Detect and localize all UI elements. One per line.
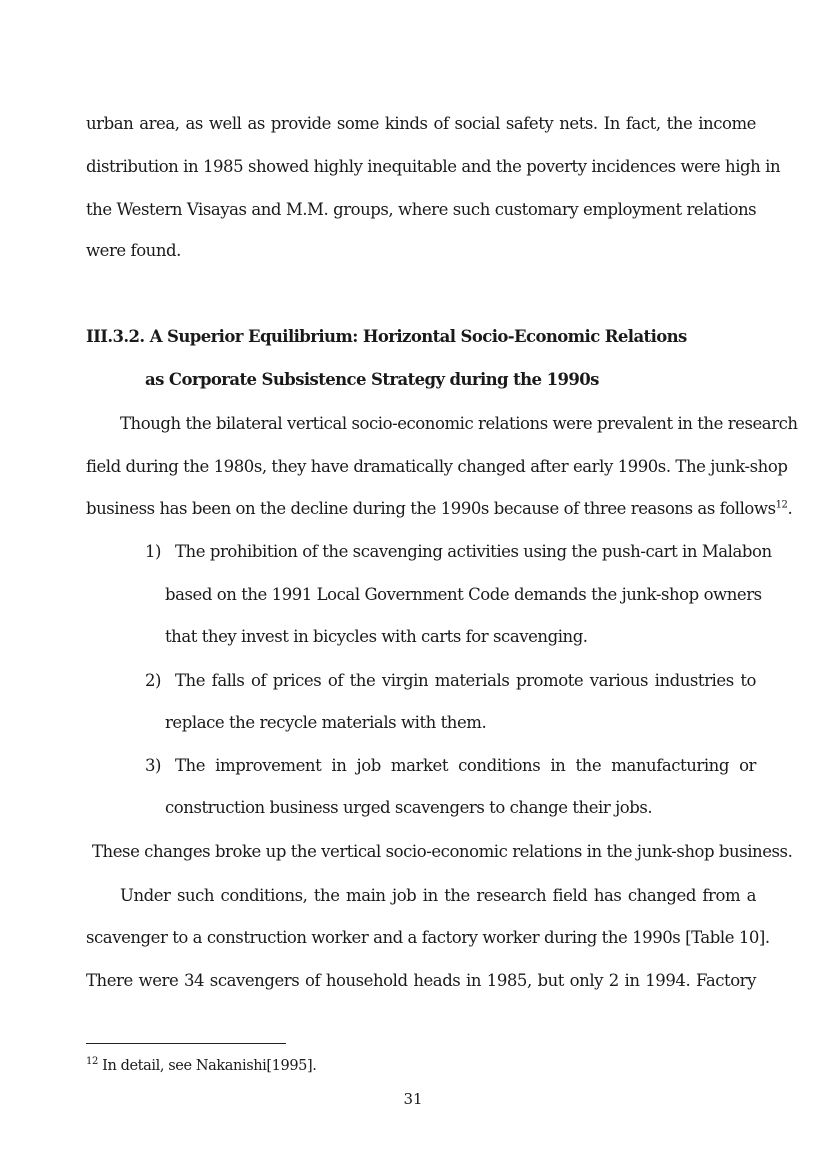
body-line xyxy=(86,499,792,518)
body-line: field during the 1980s, they have dramatically changed after early 1990s. The junk-shop xyxy=(86,457,788,476)
section-heading: III.3.2. A Superior Equilibrium: Horizontal Socio-Economic Relations xyxy=(86,327,687,346)
body-line: urban area, as well as provide some kinds of social safety nets. In fact, the income xyxy=(86,114,756,133)
footnote-reference[interactable]: 12 xyxy=(775,499,788,511)
list-item-line: based on the 1991 Local Government Code demands the junk-shop owners xyxy=(165,585,762,604)
list-item-line: The falls of prices of the virgin materials promote various industries to xyxy=(175,671,756,690)
section-heading-continuation: as Corporate Subsistence Strategy during the 1990s xyxy=(145,370,599,389)
footnote-divider xyxy=(86,1043,286,1044)
body-line: These changes broke up the vertical socio-economic relations in the junk-shop business. xyxy=(92,842,793,861)
body-line: There were 34 scavengers of household heads in 1985, but only 2 in 1994. Factory xyxy=(86,971,756,990)
list-marker: 1) xyxy=(145,542,162,561)
list-item-line: The prohibition of the scavenging activities using the push-cart in Malabon xyxy=(175,542,772,561)
sentence-end: . xyxy=(787,499,793,518)
footnote xyxy=(86,1058,316,1074)
body-line: Under such conditions, the main job in the research field has changed from a xyxy=(120,886,756,905)
list-marker: 3) xyxy=(145,756,162,775)
body-line: were found. xyxy=(86,241,181,260)
body-line: distribution in 1985 showed highly inequitable and the poverty incidences were high in xyxy=(86,157,781,176)
body-text: business has been on the decline during the 1990s because of three reasons as follows xyxy=(86,499,776,518)
body-line: Though the bilateral vertical socio-economic relations were prevalent in the research xyxy=(120,414,798,433)
body-line: scavenger to a construction worker and a factory worker during the 1990s [Table 10]. xyxy=(86,928,770,947)
page-number: 31 xyxy=(403,1090,423,1108)
list-item-line: that they invest in bicycles with carts for scavenging. xyxy=(165,627,588,646)
body-line: the Western Visayas and M.M. groups, where such customary employment relations xyxy=(86,200,757,219)
list-item-line: The improvement in job market conditions in the manufacturing or xyxy=(175,756,756,775)
list-item-line: construction business urged scavengers to change their jobs. xyxy=(165,798,653,817)
list-marker: 2) xyxy=(145,671,162,690)
footnote-text: In detail, see Nakanishi[1995]. xyxy=(97,1058,317,1074)
footnote-number: 12 xyxy=(86,1056,98,1068)
list-item-line: replace the recycle materials with them. xyxy=(165,713,487,732)
